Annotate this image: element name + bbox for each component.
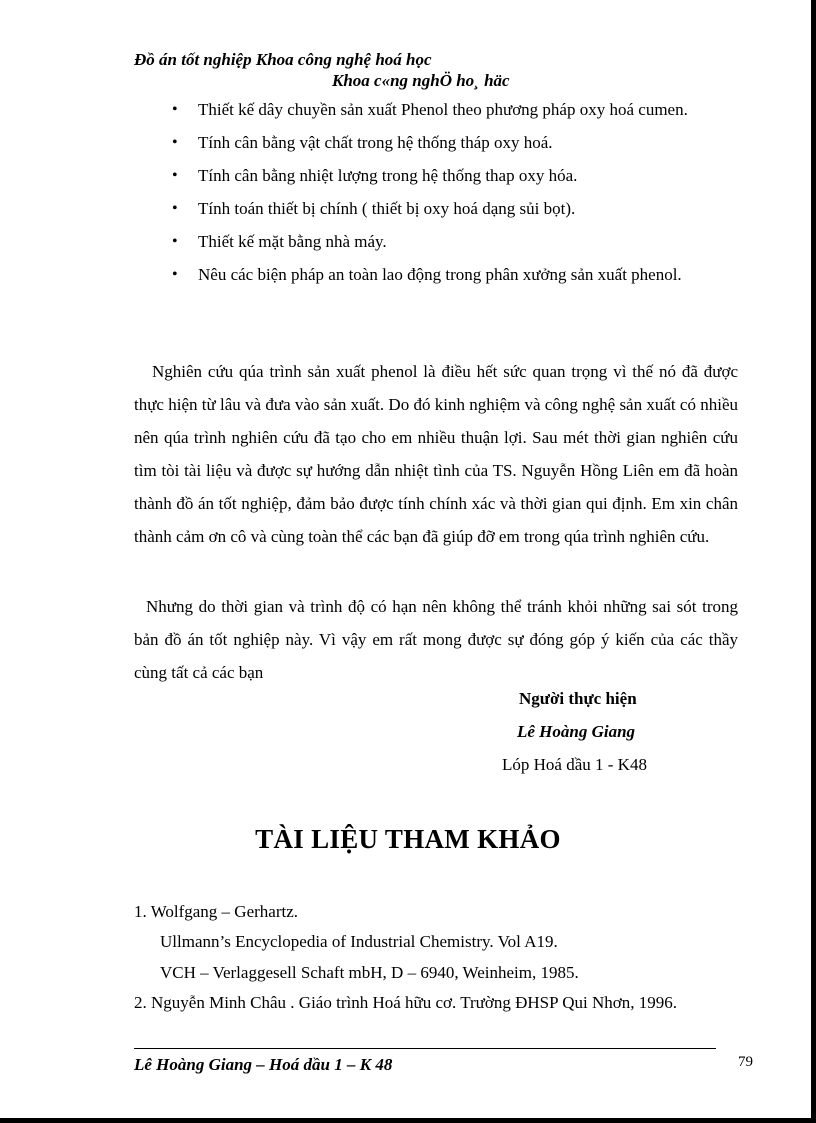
header-garbled-title: Khoa c«ng nghÖ ho¸ häc [332, 71, 510, 90]
reference-detail: Ullmann’s Encyclopedia of Industrial Chemistry. Vol A19. [160, 932, 558, 951]
reference-item: 2. Nguyễn Minh Châu . Giáo trình Hoá hữu cơ. Trường ĐHSP Qui Nhơn, 1996. [134, 993, 677, 1012]
list-item: • Thiết kế dây chuyền sản xuất Phenol theo phương pháp oxy hoá cumen. [170, 93, 740, 126]
reference-item: 1. Wolfgang – Gerhartz. [134, 902, 299, 921]
signature-class: Lóp Hoá dầu 1 - K48 [502, 755, 647, 774]
signature-name: Lê Hoàng Giang [517, 722, 636, 741]
signature-role: Người thực hiện [519, 689, 637, 708]
closing-paragraph: Nhưng do thời gian và trình độ có hạn nên không thể tránh khỏi những sai sót trong bản đồ án tốt nghiệp này. Vì vậy em rất mong được sự đóng góp ý kiến của các thầy cùng tất cả các bạn [134, 597, 738, 682]
header-title: Đồ án tốt nghiệp Khoa công nghệ hoá học [134, 50, 432, 69]
reference-detail: VCH – Verlaggesell Schaft mbH, D – 6940, Weinheim, 1985. [160, 963, 579, 982]
acknowledgement-paragraph: Nghiên cứu qúa trình sản xuất phenol là điều hết sức quan trọng vì thế nó đã được thực hiện từ lâu và đưa vào sản xuất. Do đó kinh nghiệm và công nghệ sản xuất có nhiều nên qúa trình nghiên cứu đã tạo cho em nhiều thuận lợi. Sau mét thời gian nghiên cứu tìm tòi tài liệu và được sự hướng dẫn nhiệt tình của TS. Nguyễn Hồng Liên em đã hoàn thành đồ án tốt nghiệp, đảm bảo được tính chính xác và thời gian qui định. Em xin chân thành cảm ơn cô và cùng toàn thể các bạn đã giúp đỡ em trong qúa trình nghiên cứu. [134, 362, 738, 546]
list-item: • Tính cân bằng vật chất trong hệ thống tháp oxy hoá. [170, 126, 740, 159]
page-number: 79 [738, 1054, 753, 1070]
references-heading: TÀI LIỆU THAM KHẢO [255, 824, 561, 854]
list-item: • Thiết kế mặt bằng nhà máy. [170, 225, 740, 258]
footer-author: Lê Hoàng Giang – Hoá dầu 1 – K 48 [134, 1055, 393, 1074]
list-item: • Tính cân bằng nhiệt lượng trong hệ thống thap oxy hóa. [170, 159, 740, 192]
list-item: • Nêu các biện pháp an toàn lao động trong phân xưởng sản xuất phenol. [170, 258, 740, 291]
list-item: • Tính toán thiết bị chính ( thiết bị oxy hoá dạng sủi bọt). [170, 192, 740, 225]
footer-divider [134, 1048, 716, 1049]
task-list [170, 93, 740, 291]
